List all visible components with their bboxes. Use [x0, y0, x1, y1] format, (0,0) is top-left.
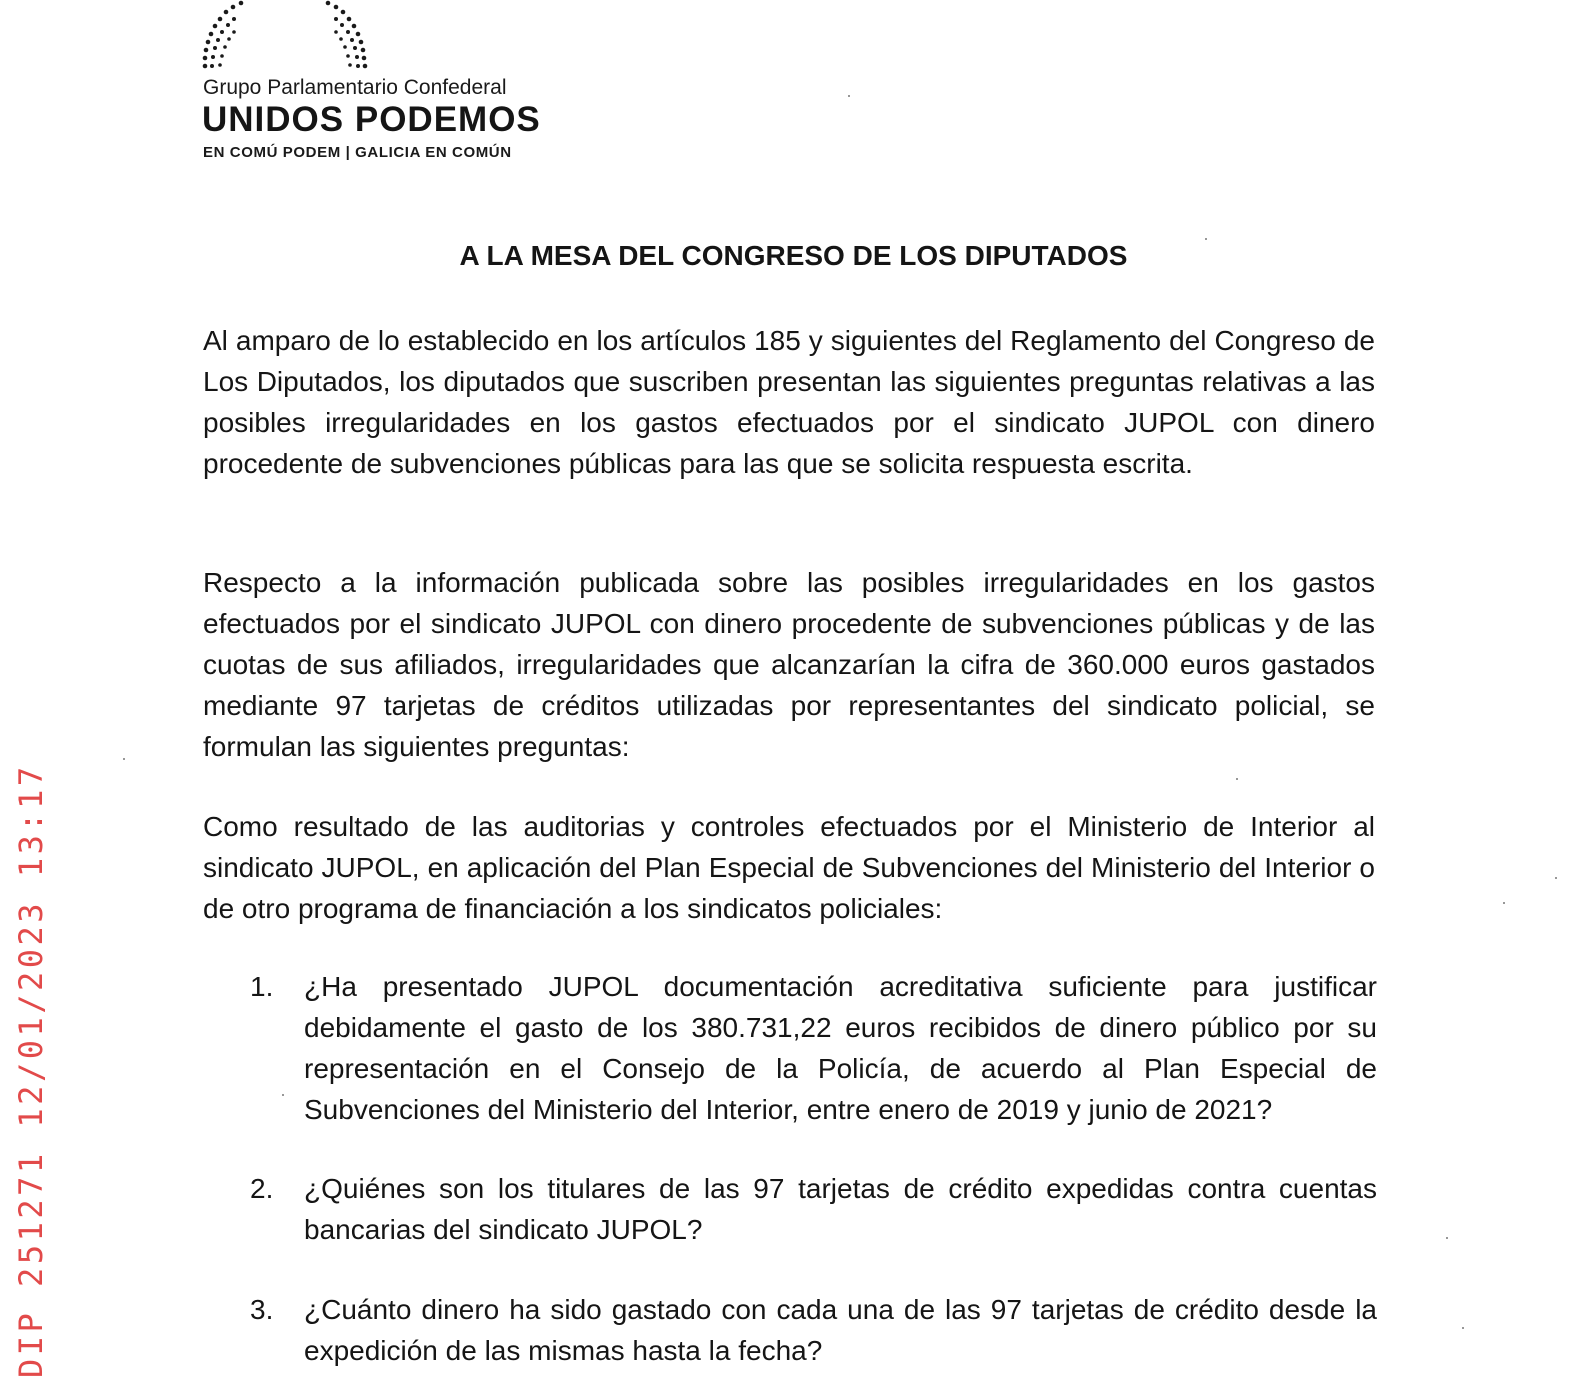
- paragraph-lead-in: Como resultado de las auditorias y controles efectuados por el Ministerio de Interior al sindicato JUPOL, en aplicación del Plan Especial de Subvenciones del Ministerio del Interior o de otro programa de financiación a los sindicatos policiales:: [203, 811, 1375, 924]
- registry-stamp: DIP 251271 12/01/2023 13:17: [12, 763, 50, 1378]
- question-number: 3.: [250, 1294, 274, 1325]
- letterhead-party-name: UNIDOS PODEMOS: [202, 100, 541, 139]
- paragraph-intro: Al amparo de lo establecido en los artículos 185 y siguientes del Reglamento del Congreso de Los Diputados, los diputados que suscriben presentan las siguientes preguntas relativas a las posibles irregularidades en los gastos efectuados por el sindicato JUPOL con dinero procedente de subvenciones públicas para las que se solicita respuesta escrita.: [203, 325, 1375, 479]
- question-item: [250, 1289, 1377, 1371]
- question-item: [250, 966, 1377, 1130]
- paragraph-context: Respecto a la información publicada sobre las posibles irregularidades en los gastos efectuados por el sindicato JUPOL con dinero procedente de subvenciones públicas y de las cuotas de sus afiliados, irregularidades que alcanzarían la cifra de 360.000 euros gastados mediante 97 tarjetas de créditos utilizadas por representantes del sindicato policial, se formulan las siguientes preguntas:: [203, 567, 1375, 762]
- scan-speck: [848, 95, 850, 97]
- scan-speck: [282, 1094, 284, 1096]
- question-number: 2.: [250, 1173, 274, 1204]
- scan-speck: [1503, 902, 1505, 904]
- scan-speck: [1446, 1237, 1448, 1239]
- letterhead-group-name: Grupo Parlamentario Confederal: [203, 76, 507, 99]
- question-text: ¿Ha presentado JUPOL documentación acreditativa suficiente para justificar debidamente el gasto de los 380.731,22 euros recibidos de dinero público por su representación en el Consejo de la Policía, de acuerdo al Plan Especial de Subvenciones del Ministerio del Interior, entre enero de 2019 y junio de 2021?: [304, 971, 1377, 1125]
- dotted-arc-logo-icon: [200, 0, 380, 72]
- question-item: [250, 1168, 1377, 1250]
- scan-speck: [1462, 1327, 1464, 1329]
- scan-speck: [1555, 877, 1557, 879]
- scan-speck: [1236, 778, 1238, 780]
- letterhead-coalition-names: EN COMÚ PODEM | GALICIA EN COMÚN: [203, 144, 512, 161]
- question-text: ¿Quiénes son los titulares de las 97 tarjetas de crédito expedidas contra cuentas bancarias del sindicato JUPOL?: [304, 1173, 1377, 1245]
- question-text: ¿Cuánto dinero ha sido gastado con cada una de las 97 tarjetas de crédito desde la expedición de las mismas hasta la fecha?: [304, 1294, 1377, 1366]
- party-logo: [200, 0, 580, 170]
- scan-speck: [123, 758, 125, 760]
- scan-speck: [1205, 238, 1207, 240]
- document-title: A LA MESA DEL CONGRESO DE LOS DIPUTADOS: [459, 240, 1128, 271]
- question-number: 1.: [250, 971, 274, 1002]
